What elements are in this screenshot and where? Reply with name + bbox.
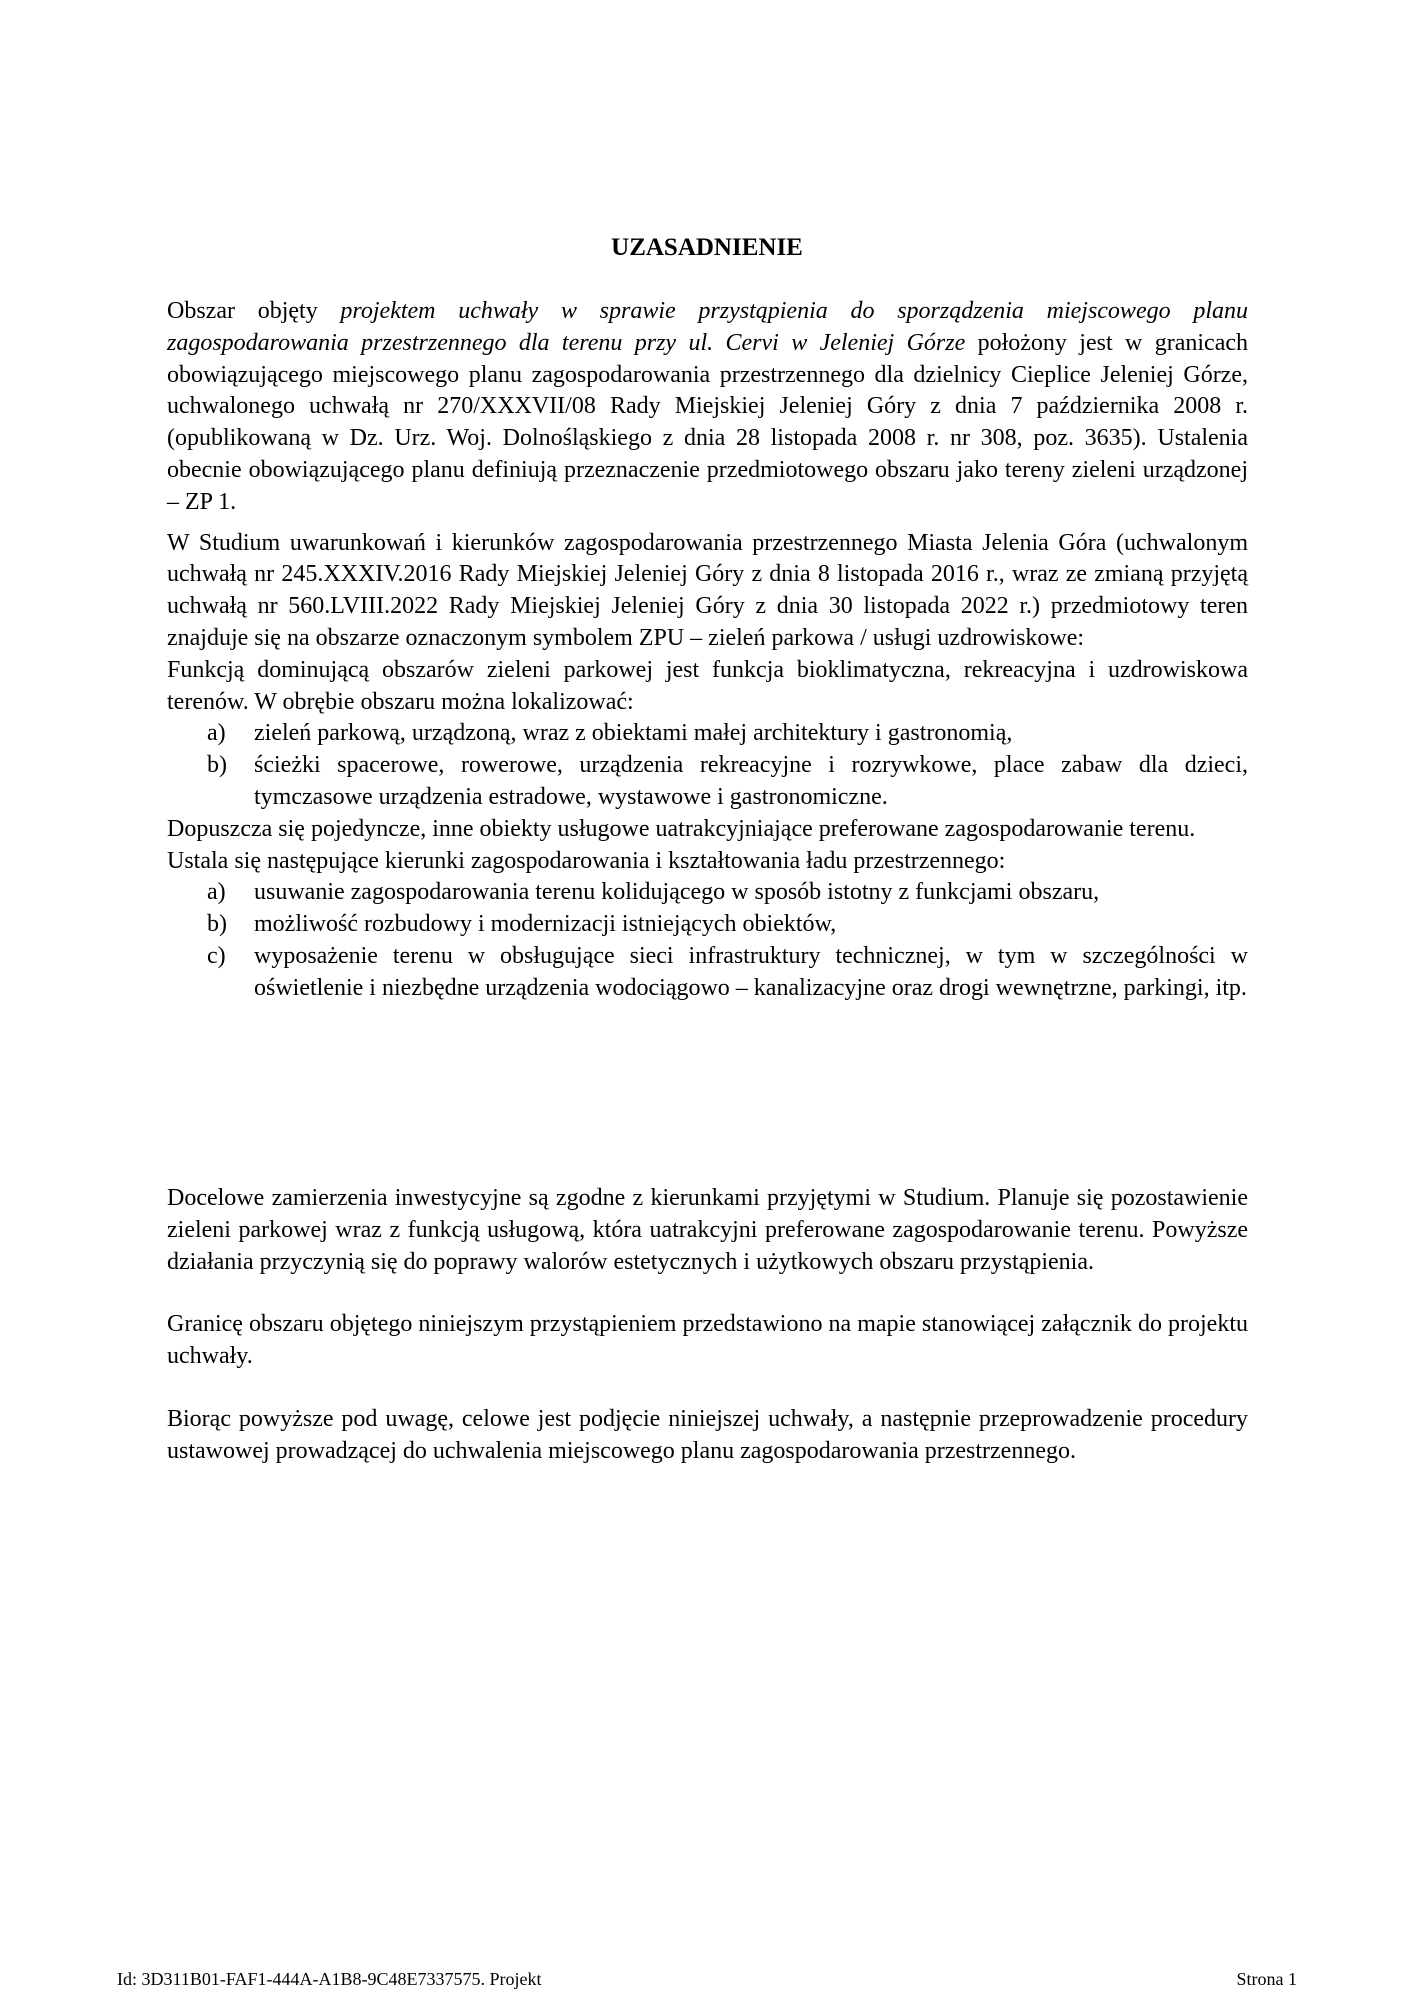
- list-item: [207, 718, 1248, 750]
- conclusion-paragraph: Biorąc powyższe pod uwagę, celowe jest podjęcie niniejszej uchwały, a następnie przeprowadzenie procedury ustawowej prowadzącej do uchwalenia miejscowego planu zagospodarowania przestrzennego.: [167, 1405, 1248, 1464]
- document-body-bottom: [167, 1183, 1248, 1468]
- directions-list: [167, 877, 1248, 1004]
- intro-paragraph: [167, 296, 1248, 519]
- page-number: Strona 1: [1236, 1969, 1297, 1989]
- directions-intro: Ustala się następujące kierunki zagospodarowania i kształtowania ładu przestrzennego:: [167, 847, 1006, 874]
- function-paragraph: Funkcją dominującą obszarów zieleni parkowej jest funkcja bioklimatyczna, rekreacyjna i uzdrowiskowa terenów. W obrębie obszaru można lokalizować:: [167, 656, 1248, 715]
- list-item-text: ścieżki spacerowe, rowerowe, urządzenia rekreacyjne i rozrywkowe, place zabaw dla dzieci, tymczasowe urządzenia estradowe, wystawowe i gastronomiczne.: [254, 752, 1248, 810]
- intro-text-end: położony jest w granicach obowiązującego miejscowego planu zagospodarowania przestrzennego dla dzielnicy Cieplice Jeleniej Górze, uchwalonego uchwałą nr 270/XXXVII/08 Rady Miejskiej Jeleniej Góry z dnia 7 października 2008 r. (opublikowaną w Dz. Urz. Woj. Dolnośląskiego z dnia 28 listopada 2008 r. nr 308, poz. 3635). Ustalenia obecnie obowiązującego planu definiują przeznaczenie przedmiotowego obszaru jako tereny zieleni urządzonej – ZP 1.: [167, 329, 1248, 515]
- list-item-text: możliwość rozbudowy i modernizacji istniejących obiektów,: [254, 911, 837, 938]
- list-item: [207, 909, 1248, 941]
- boundary-paragraph: Granicę obszaru objętego niniejszym przystąpieniem przedstawiono na mapie stanowiącej załącznik do projektu uchwały.: [167, 1311, 1248, 1370]
- list-item: [207, 750, 1248, 814]
- document-body-top: [167, 296, 1248, 1005]
- list-marker: a): [207, 879, 226, 906]
- list-item: [207, 877, 1248, 909]
- allowed-uses-list: [167, 718, 1248, 813]
- intro-text-start: Obszar objęty: [167, 298, 341, 324]
- list-marker: a): [207, 720, 226, 747]
- list-item-text: wyposażenie terenu w obsługujące sieci infrastruktury technicznej, w tym w szczególności w oświetlenie i niezbędne urządzenia wodociągowo – kanalizacyjne oraz drogi wewnętrzne, parkingi, itp.: [254, 942, 1248, 1001]
- studium-paragraph: W Studium uwarunkowań i kierunków zagospodarowania przestrzennego Miasta Jelenia Góra (uchwalonym uchwałą nr 245.XXXIV.2016 Rady Miejskiej Jeleniej Góry z dnia 8 listopada 2016 r., wraz ze zmianą przyjętą uchwałą nr 560.LVIII.2022 Rady Miejskiej Jeleniej Góry z dnia 30 listopada 2022 r.) przedmiotowy teren znajduje się na obszarze oznaczonym symbolem ZPU – zieleń parkowa / usługi uzdrowiskowe:: [167, 529, 1248, 651]
- page-title: UZASADNIENIE: [611, 234, 803, 261]
- list-marker: b): [207, 911, 227, 938]
- document-id: Id: 3D311B01-FAF1-444A-A1B8-9C48E7337575. Projekt: [117, 1969, 542, 1989]
- list-marker: b): [207, 752, 227, 779]
- list-item-text: zieleń parkową, urządzoną, wraz z obiektami małej architektury i gastronomią,: [254, 720, 1013, 747]
- list-marker: c): [207, 942, 226, 969]
- investment-paragraph: Docelowe zamierzenia inwestycyjne są zgodne z kierunkami przyjętymi w Studium. Planuje się pozostawienie zieleni parkowej wraz z funkcją usługową, która uatrakcyjni preferowane zagospodarowanie terenu. Powyższe działania przyczynią się do poprawy walorów estetycznych i użytkowych obszaru przystąpienia.: [167, 1185, 1248, 1275]
- list-item: [207, 941, 1248, 1005]
- intro-italic-title: projektem uchwały w sprawie przystąpienia do sporządzenia miejscowego planu zagospodarowania przestrzennego dla terenu przy ul. Cervi w Jeleniej Górze: [167, 298, 1248, 356]
- list-item-text: usuwanie zagospodarowania terenu kolidującego w sposób istotny z funkcjami obszaru,: [254, 879, 1100, 906]
- allowed-paragraph: Dopuszcza się pojedyncze, inne obiekty usługowe uatrakcyjniające preferowane zagospodarowanie terenu.: [167, 815, 1196, 842]
